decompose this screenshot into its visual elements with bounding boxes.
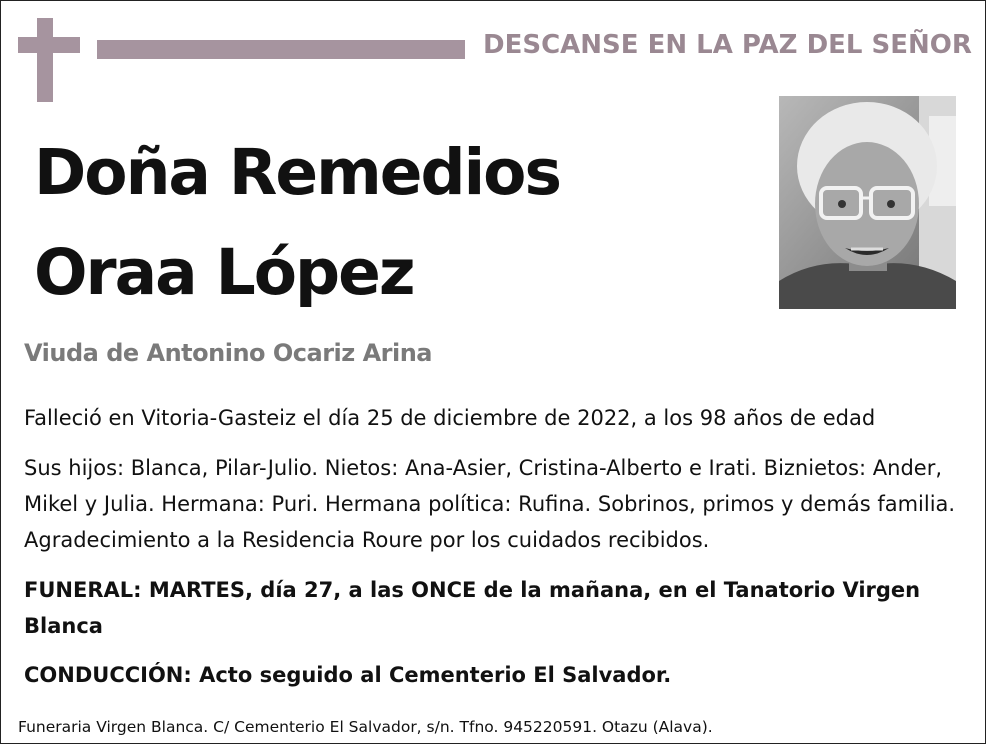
- funeral-home-footer: Funeraria Virgen Blanca. C/ Cementerio El Salvador, s/n. Tfno. 945220591. Otazu (Alava).: [18, 718, 713, 736]
- deceased-name-line1: Doña Remedios: [34, 136, 560, 209]
- cross-icon-horizontal: [18, 37, 80, 53]
- death-notice: Falleció en Vitoria-Gasteiz el día 25 de diciembre de 2022, a los 98 años de edad: [24, 406, 876, 430]
- conduction-info: CONDUCCIÓN: Acto seguido al Cementerio El Salvador.: [24, 663, 672, 687]
- funeral-info: FUNERAL: MARTES, día 27, a las ONCE de la mañana, en el Tanatorio Virgen Blanca: [24, 578, 921, 638]
- header-title: DESCANSE EN LA PAZ DEL SEÑOR: [483, 30, 972, 60]
- portrait-photo: [779, 96, 956, 309]
- deceased-name-line2: Oraa López: [34, 236, 414, 309]
- family-list: Sus hijos: Blanca, Pilar-Julio. Nietos: Ana-Asier, Cristina-Alberto e Irati. Biznietos: Ander, Mikel y Julia. Hermana: Puri. Hermana política: Rufina. Sobrinos, primos y demás familia. Agradecimiento a la Residencia Roure por los cuidados recibidos.: [24, 456, 956, 552]
- header-divider-bar: [97, 40, 465, 59]
- cross-icon: [37, 18, 53, 102]
- widow-subtitle: Viuda de Antonino Ocariz Arina: [24, 339, 432, 367]
